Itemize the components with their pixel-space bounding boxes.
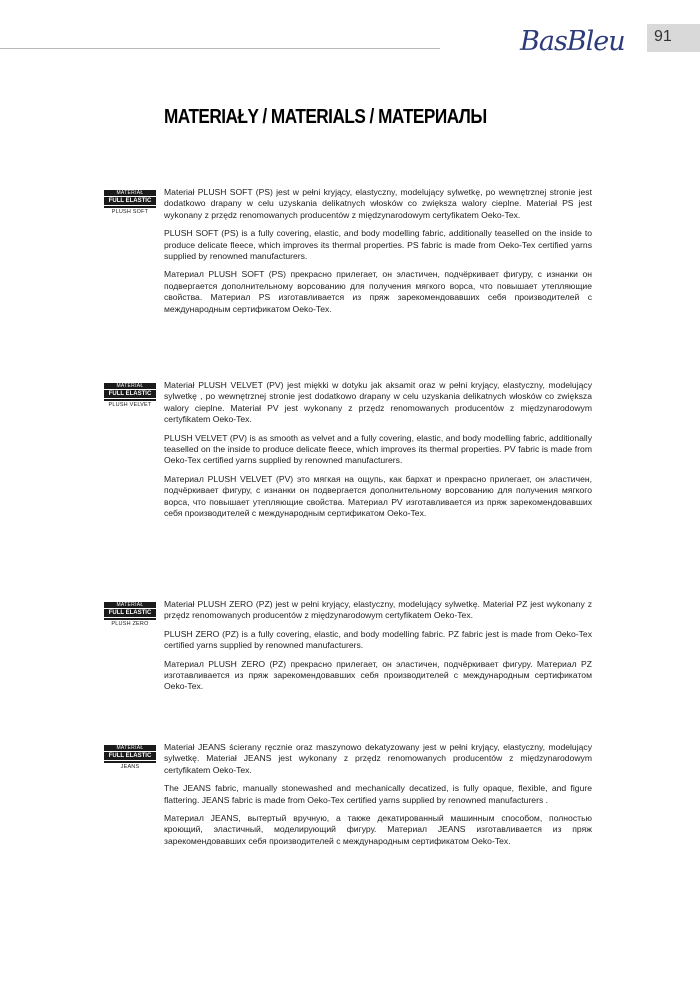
description-english: PLUSH VELVET (PV) is as smooth as velvet and a fully covering, elastic, and body modelling fabric, additionally teaselled on the inside to produce delicate fleece, which improves its thermal properties. PV fabric is made from Oeko-Tex certified yarns supplied by renowned manufacturers. xyxy=(164,432,592,466)
description-russian: Материал PLUSH SOFT (PS) прекрасно прилегает, он эластичен, подчёркивает фигуру, с изнанки он подвергается дополнительному ворсованию для получения мягкого ворса, что повышает утепляющие свойства. Материал PS изготавливается из пряж зарекомендовавших себя производителей с международным сертификатом Oeko-Tex. xyxy=(164,269,592,314)
material-badge xyxy=(104,383,156,409)
description-polish: Materiał PLUSH ZERO (PZ) jest w pełni kryjący, elastyczny, modelujący sylwetkę. Materiał PZ jest wykonany z przędz renomowanych producentów z międzynarodowym certyfikatem Oeko-Tex. xyxy=(164,599,592,621)
badge-material-label: MATERIAŁ xyxy=(104,745,156,751)
badge-stripe xyxy=(104,618,156,620)
badge-material-label: MATERIAŁ xyxy=(104,190,156,196)
description-polish: Materiał PLUSH SOFT (PS) jest w pełni kryjący, elastyczny, modelujący sylwetkę, po wewnętrznej stronie jest dodatkowo drapany w celu uzyskania delikatnych włosków co zwiększa walory cieplne. Materiał PS jest wykonany z przędz renomowanych producentów z międzynarodowym certyfikatem Oeko-Tex. xyxy=(164,187,592,220)
badge-fabric-name: JEANS xyxy=(120,764,140,770)
description-english: PLUSH SOFT (PS) is a fully covering, elastic, and body modelling fabric, additionally teaselled on the inside to produce delicate fleece, which improves its thermal properties. PS fabric is made from Oeko-Tex certified yarns supplied by renowned manufacturers. xyxy=(164,228,592,262)
description-english: PLUSH ZERO (PZ) is a fully covering, elastic, and body modelling fabric. PZ fabric jest is made from Oeko-Tex certified yarns supplied by renowned manufacturers. xyxy=(164,628,592,651)
description-polish: Materiał PLUSH VELVET (PV) jest miękki w dotyku jak aksamit oraz w pełni kryjący, elastyczny, modelujący sylwetkę , po wewnętrznej stronie jest dodatkowo drapany w celu uzyskania delikatnych włosków co zwiększa walory cieplne. Materiał PV jest wykonany z przędz renomowanych producentów z międzynarodowym certyfikatem Oeko-Tex. xyxy=(164,380,592,425)
badge-fabric-name: PLUSH VELVET xyxy=(108,402,152,408)
description-russian: Материал JEANS, вытертый вручную, а также декатированный машинным способом, полностью кроющий, эластичный, моделирующий фигуру. Материал JEANS изготавливается из пряж зарекомендовавших себя производителей с международным сертификатом Oeko-Tex. xyxy=(164,813,592,846)
logo-text: BasBleu xyxy=(520,26,625,57)
header-rule xyxy=(0,48,440,49)
badge-fabric-name: PLUSH ZERO xyxy=(111,621,149,627)
badge-stripe xyxy=(104,206,156,208)
badge-material-label: MATERIAŁ xyxy=(104,383,156,389)
badge-full-elastic-label: FULL ELASTIC xyxy=(104,390,156,398)
brand-logo xyxy=(520,18,645,56)
badge-material-label: MATERIAŁ xyxy=(104,602,156,608)
material-description xyxy=(164,599,592,700)
description-english: The JEANS fabric, manually stonewashed and mechanically decatized, is fully opaque, flexible, and figure flattering. JEANS fabric is made from Oeko-Tex certified yarns supplied by renowned manufacturers . xyxy=(164,783,592,805)
material-badge xyxy=(104,602,156,628)
material-badge xyxy=(104,190,156,216)
description-russian: Материал PLUSH VELVET (PV) это мягкая на ощупь, как бархат и прекрасно прилегает, он эластичен, подчёркивает фигуру, с изнанки он подвергается дополнительному ворсованию для получения мягкого ворса, что повышает утепляющие свойства. Материал PV изготавливается из пряж зарекомендовавших себя производителей с международным сертификатом Oeko-Tex. xyxy=(164,473,592,519)
material-badge xyxy=(104,745,156,771)
material-description xyxy=(164,742,592,854)
page-number: 91 xyxy=(654,28,672,45)
badge-full-elastic-label: FULL ELASTIC xyxy=(104,197,156,205)
material-description xyxy=(164,380,592,526)
description-russian: Материал PLUSH ZERO (PZ) прекрасно прилегает, он эластичен, подчёркивает фигуру. Материал PZ изготавливается из пряж зарекомендовавших себя производителей с международным сертификатом Oeko-Tex. xyxy=(164,658,592,692)
page-number-tab xyxy=(647,24,700,52)
badge-full-elastic-label: FULL ELASTIC xyxy=(104,752,156,760)
badge-fabric-name: PLUSH SOFT xyxy=(111,209,149,215)
badge-full-elastic-label: FULL ELASTIC xyxy=(104,609,156,617)
material-description xyxy=(164,187,592,322)
badge-stripe xyxy=(104,399,156,401)
description-polish: Materiał JEANS ścierany ręcznie oraz maszynowo dekatyzowany jest w pełni kryjący, elastyczny, modelujący sylwetkę. Materiał JEANS jest wykonany z przędz renomowanych producentów z międzynarodowym certyfikatem Oeko-Tex. xyxy=(164,742,592,775)
page-title: MATERIAŁY / MATERIALS / МАТЕРИАЛЫ xyxy=(164,106,487,128)
badge-stripe xyxy=(104,761,156,763)
